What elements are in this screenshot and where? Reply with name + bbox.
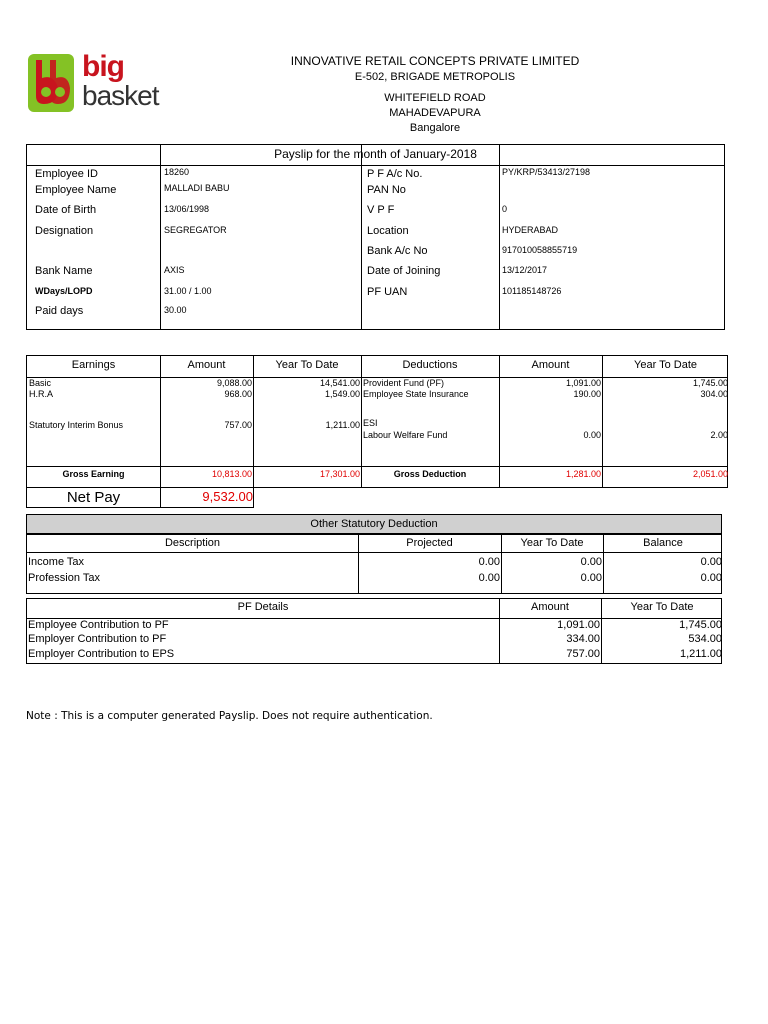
net-pay-amount: 9,532.00: [202, 489, 253, 504]
statutory-desc: Profession Tax: [28, 572, 100, 584]
value-pf-uan: 101185148726: [502, 286, 562, 296]
label-pan: PAN No: [367, 184, 406, 196]
logo-text-basket: basket: [82, 80, 159, 111]
statutory-ytd: 0.00: [580, 572, 602, 584]
earning-ytd: 1,211.00: [325, 420, 360, 430]
header-deductions: Deductions: [402, 359, 458, 371]
label-pf-ac: P F A/c No.: [367, 168, 423, 180]
gross-earning-amount: 10,813.00: [211, 469, 252, 479]
pf-desc: Employer Contribution to EPS: [28, 648, 175, 660]
company-address-3: MAHADEVAPURA: [389, 107, 481, 119]
header-projected: Projected: [406, 537, 453, 549]
earning-amount: 968.00: [224, 389, 252, 399]
deduction-name: ESI: [363, 418, 378, 428]
pf-ytd: 1,745.00: [679, 619, 722, 631]
company-city: Bangalore: [409, 122, 461, 134]
pf-ytd: 1,211.00: [679, 648, 722, 660]
label-designation: Designation: [35, 225, 94, 237]
gross-deduction-amount: 1,281.00: [565, 469, 601, 479]
company-address-1: E-502, BRIGADE METROPOLIS: [354, 71, 516, 83]
label-paid-days: Paid days: [35, 305, 84, 317]
header-stat-ytd: Year To Date: [520, 537, 584, 549]
deduction-ytd: 1,745.00: [692, 378, 728, 388]
statutory-balance: 0.00: [700, 572, 722, 584]
pf-ytd: 534.00: [688, 633, 722, 645]
statutory-title: Other Statutory Deduction: [310, 518, 438, 530]
deduction-ytd: 304.00: [700, 389, 728, 399]
value-paid-days: 30.00: [164, 305, 187, 315]
net-pay-row: [26, 487, 254, 508]
pf-desc: Employer Contribution to PF: [28, 633, 167, 645]
label-dob: Date of Birth: [35, 204, 97, 216]
value-designation: SEGREGATOR: [164, 225, 227, 235]
label-bank-name: Bank Name: [35, 265, 93, 277]
value-dob: 13/06/1998: [164, 204, 210, 214]
label-employee-name: Employee Name: [35, 184, 117, 196]
value-bank-name: AXIS: [164, 265, 185, 275]
value-pf-ac: PY/KRP/53413/27198: [502, 167, 591, 177]
label-employee-id: Employee ID: [35, 168, 98, 180]
header-pf-amount: Amount: [531, 601, 569, 613]
deduction-amount: 1,091.00: [565, 378, 601, 388]
logo-text-big: big: [82, 50, 124, 83]
footer-note: Note : This is a computer generated Payslip. Does not require authentication.: [26, 710, 433, 722]
employee-info-box: [26, 144, 725, 330]
header-ded-amount: Amount: [531, 359, 570, 371]
pf-desc: Employee Contribution to PF: [28, 619, 169, 631]
deduction-amount: 0.00: [583, 430, 601, 440]
header-earn-ytd: Year To Date: [275, 359, 339, 371]
deduction-name: Labour Welfare Fund: [363, 430, 448, 440]
statutory-balance: 0.00: [700, 556, 722, 568]
statutory-projected: 0.00: [478, 556, 500, 568]
earning-name: H.R.A: [29, 389, 54, 399]
value-bank-ac: 917010058855719: [502, 245, 578, 255]
company-address-2: WHITEFIELD ROAD: [384, 92, 486, 104]
value-doj: 13/12/2017: [502, 265, 548, 275]
header-earn-amount: Amount: [187, 359, 226, 371]
header-pf-details: PF Details: [237, 601, 289, 613]
header-earnings: Earnings: [71, 359, 116, 371]
payslip-title: Payslip for the month of January-2018: [274, 147, 477, 161]
gross-earning-ytd: 17,301.00: [319, 469, 360, 479]
value-location: HYDERABAD: [502, 225, 559, 235]
deduction-name: Employee State Insurance: [363, 389, 469, 399]
deduction-amount: 190.00: [573, 389, 601, 399]
earning-name: Statutory Interim Bonus: [29, 420, 124, 430]
gross-deduction-ytd: 2,051.00: [692, 469, 728, 479]
pf-amount: 757.00: [566, 648, 600, 660]
label-pf-uan: PF UAN: [367, 286, 408, 298]
label-location: Location: [367, 225, 409, 237]
label-wdays: WDays/LOPD: [35, 286, 93, 296]
earnings-deductions-table: [26, 355, 728, 488]
earning-amount: 9,088.00: [216, 378, 252, 388]
gross-deduction-label: Gross Deduction: [393, 469, 467, 479]
pf-amount: 334.00: [566, 633, 600, 645]
deduction-name: Provident Fund (PF): [363, 378, 445, 388]
company-name: INNOVATIVE RETAIL CONCEPTS PRIVATE LIMITED: [290, 54, 580, 68]
statutory-ytd: 0.00: [580, 556, 602, 568]
label-doj: Date of Joining: [367, 265, 441, 277]
deduction-ytd: 2.00: [710, 430, 728, 440]
earning-ytd: 1,549.00: [324, 389, 360, 399]
earning-ytd: 14,541.00: [319, 378, 360, 388]
pf-details-table: [26, 598, 722, 664]
bigbasket-logo: [28, 52, 160, 114]
header-description: Description: [164, 537, 221, 549]
gross-earning-label: Gross Earning: [62, 469, 125, 479]
earning-amount: 757.00: [224, 420, 252, 430]
label-vpf: V P F: [367, 204, 395, 216]
statutory-table: [26, 534, 722, 594]
header-ded-ytd: Year To Date: [634, 359, 697, 371]
value-vpf: 0: [502, 204, 508, 214]
statutory-projected: 0.00: [478, 572, 500, 584]
earning-name: Basic: [29, 378, 52, 388]
header-pf-ytd: Year To Date: [630, 601, 694, 613]
statutory-desc: Income Tax: [28, 556, 85, 568]
value-wdays: 31.00 / 1.00: [164, 286, 212, 296]
pf-amount: 1,091.00: [557, 619, 600, 631]
label-bank-ac: Bank A/c No: [367, 245, 428, 257]
statutory-title-bar: [26, 514, 722, 534]
net-pay-label: Net Pay: [66, 489, 121, 506]
header-balance: Balance: [643, 537, 683, 549]
value-employee-name: MALLADI BABU: [164, 183, 230, 193]
value-employee-id: 18260: [164, 167, 190, 177]
